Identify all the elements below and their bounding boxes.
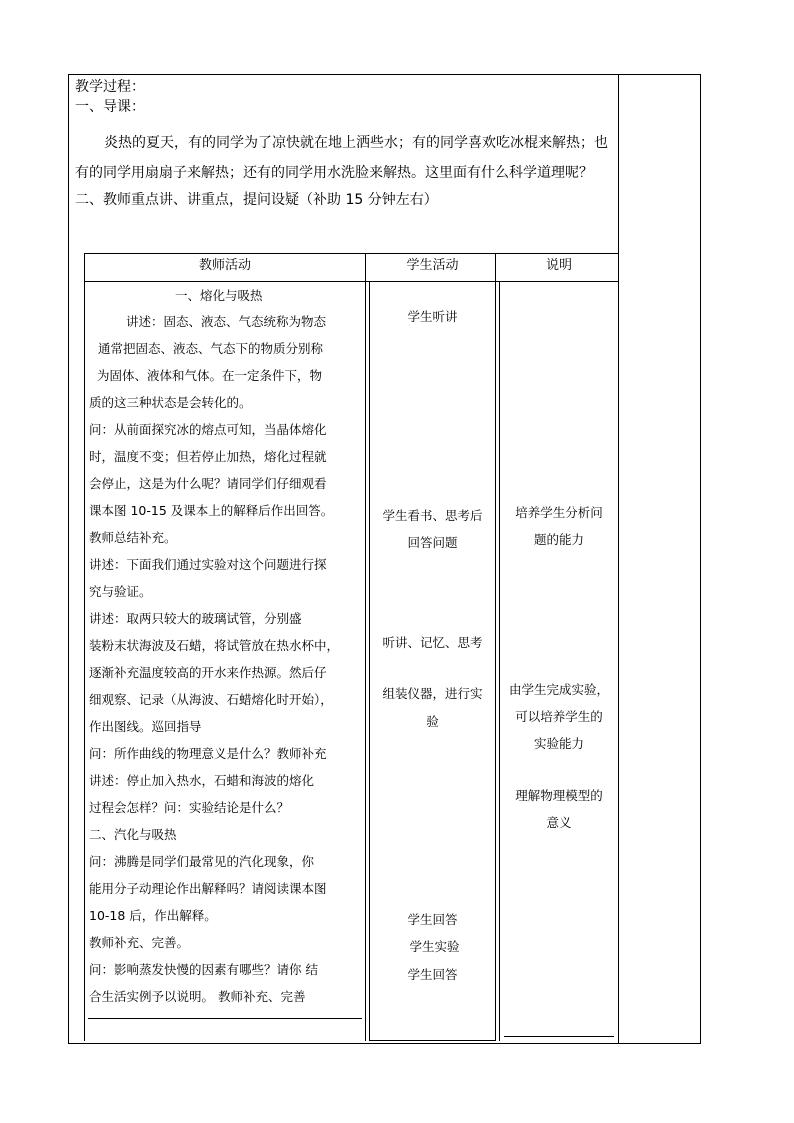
table-header-border <box>84 281 619 282</box>
student-item: 组装仪器，进行实 <box>382 686 483 701</box>
teacher-line: 二、汽化与吸热 <box>89 827 177 842</box>
student-item: 回答问题 <box>407 535 458 550</box>
part1-title: 一、导课： <box>75 99 145 115</box>
teacher-line: 时，温度不变；但若停止加热，熔化过程就 <box>89 449 327 464</box>
teacher-line: 装粉末状海波及石蜡，将试管放在热水杯中， <box>89 638 340 653</box>
teacher-col-bottom-rule <box>88 1018 362 1019</box>
teacher-line: 10-18 后，作出解释。 <box>89 908 217 923</box>
table-col-divider-2b <box>499 281 500 1041</box>
notes-item: 实验能力 <box>533 736 584 751</box>
teacher-line: 课本图 10-15 及课本上的解释后作出回答。 <box>89 503 334 518</box>
notes-item: 可以培养学生的 <box>515 709 603 724</box>
header-notes: 说明 <box>545 258 572 273</box>
teacher-line: 问：从前面探究冰的熔点可知，当晶体熔化 <box>89 422 327 437</box>
student-item: 学生实验 <box>409 939 460 954</box>
header-student-activity: 学生活动 <box>406 258 459 273</box>
notes-item: 培养学生分析问 <box>515 505 603 520</box>
teacher-line: 会停止，这是为什么呢？请同学们仔细观看 <box>89 476 327 491</box>
teacher-line: 细观察、记录（从海波、石蜡熔化时开始）， <box>89 692 333 707</box>
teacher-line: 合生活实例予以说明。 教师补充、完善 <box>89 989 306 1004</box>
teacher-line: 讲述：下面我们通过实验对这个问题进行探 <box>89 557 327 572</box>
table-col-divider-1 <box>365 253 366 1041</box>
teacher-line: 逐渐补充温度较高的开水来作热源。然后仔 <box>89 665 327 680</box>
student-item: 学生听讲 <box>407 309 458 324</box>
teacher-line: 过程会怎样？问：实验结论是什么？ <box>89 800 290 815</box>
teacher-line: 质的这三种状态是会转化的。 <box>89 395 252 410</box>
teacher-line: 一、熔化与吸热 <box>175 288 263 303</box>
teacher-line: 问：所作曲线的物理意义是什么？教师补充 <box>89 746 327 761</box>
teacher-line: 教师补充、完善。 <box>89 935 190 950</box>
teacher-line: 教师总结补充。 <box>89 530 177 545</box>
teacher-line: 作出图线。巡回指导 <box>89 719 202 734</box>
teacher-line: 问：沸腾是同学们最常见的汽化现象，你 <box>89 854 315 869</box>
notes-item: 题的能力 <box>533 532 584 547</box>
teacher-line: 讲述：取两只较大的玻璃试管，分别盛 <box>89 611 302 626</box>
teacher-line: 为固体、液体和气体。在一定条件下，物 <box>97 368 323 383</box>
student-item: 听讲、记忆、思考 <box>382 635 483 650</box>
student-item: 学生看书、思考后 <box>382 508 483 523</box>
teacher-line: 能用分子动理论作出解释吗？请阅读课本图 <box>89 881 327 896</box>
notes-item: 由学生完成实验， <box>508 682 609 697</box>
notes-item: 理解物理模型的 <box>515 788 603 803</box>
table-top-border <box>84 253 619 254</box>
part2-title: 二、教师重点讲、讲重点，提问设疑（补助 15 分钟左右） <box>75 192 438 208</box>
teacher-line: 究与验证。 <box>89 584 152 599</box>
teacher-line: 讲述：停止加入热水，石蜡和海波的熔化 <box>89 773 315 788</box>
teacher-line: 讲述：固态、液态、气态统称为物态 <box>126 314 327 329</box>
teacher-line: 问：影响蒸发快慢的因素有哪些？请你 结 <box>89 962 318 977</box>
teacher-line: 通常把固态、液态、气态下的物质分别称 <box>98 341 324 356</box>
notes-col-bottom-rule <box>504 1036 614 1037</box>
notes-item: 意义 <box>546 815 572 830</box>
intro-line-1: 炎热的夏天，有的同学为了凉快就在地上洒些水；有的同学喜欢吃冰棍来解热；也 <box>104 135 608 151</box>
header-teacher-activity: 教师活动 <box>198 258 251 273</box>
table-left-border <box>84 253 85 1041</box>
table-col-divider-2 <box>495 253 496 1041</box>
frame-divider <box>618 74 619 1044</box>
student-item: 验 <box>426 714 439 729</box>
student-item: 学生回答 <box>407 967 458 982</box>
section-title: 教学过程： <box>75 79 145 95</box>
intro-line-2: 有的同学用扇扇子来解热；还有的同学用水洗脸来解热。这里面有什么科学道理呢？ <box>75 165 593 181</box>
student-item: 学生回答 <box>407 912 458 927</box>
student-col-bottom-rule <box>369 1040 495 1041</box>
